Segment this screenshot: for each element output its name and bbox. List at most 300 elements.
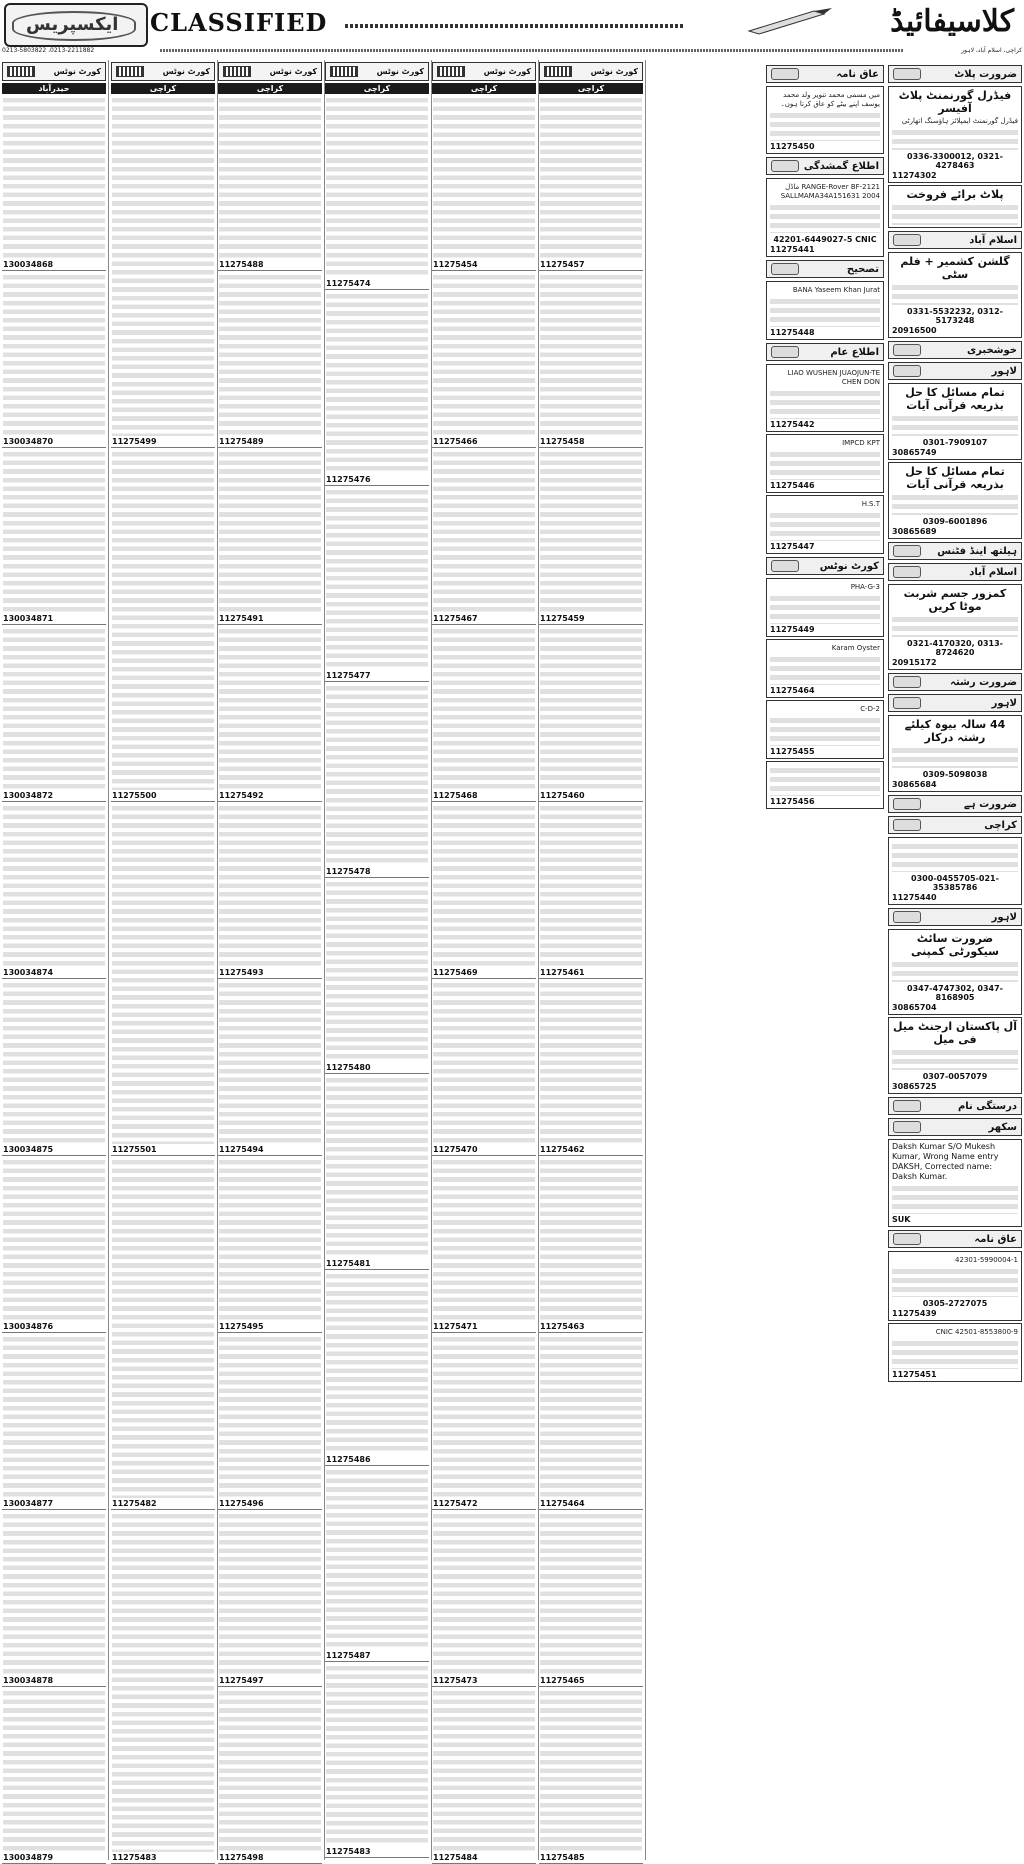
- ad-body-lines: [892, 1267, 1018, 1297]
- ad-reference-number: 11274302: [892, 171, 937, 180]
- court-notice: [432, 1687, 536, 1864]
- ad-body-lines: [770, 594, 880, 624]
- court-notice: [2, 1333, 106, 1510]
- court-notice: [432, 802, 536, 979]
- notice-body: [112, 804, 214, 1144]
- category-label: اطلاع عام: [830, 346, 879, 358]
- classified-ad: [888, 929, 1022, 1015]
- court-building-icon: [544, 66, 572, 77]
- classified-ad: [888, 837, 1022, 905]
- court-notice: [325, 290, 429, 486]
- notice-reference-number: 11275476: [326, 475, 371, 484]
- notice-body: [3, 1158, 105, 1321]
- ad-reference-number: 11275456: [770, 797, 815, 806]
- notice-reference-number: 11275473: [433, 1676, 478, 1685]
- classified-ad: [888, 715, 1022, 792]
- ad-reference-number: 11275449: [770, 625, 815, 634]
- notice-body: [3, 1689, 105, 1852]
- column-header-label: کورٹ نوٹس: [483, 67, 531, 76]
- court-column-5: [432, 62, 536, 1862]
- classified-ad: [766, 86, 884, 154]
- classified-ad: [888, 86, 1022, 183]
- ad-reference-number: 30865704: [892, 1003, 937, 1012]
- notice-reference-number: 11275464: [540, 1499, 585, 1508]
- category-heading: [888, 563, 1022, 581]
- column-rule: [108, 60, 109, 1860]
- city-label: کراچی: [111, 83, 215, 94]
- court-notice: [2, 1687, 106, 1864]
- classified-ad: [766, 178, 884, 257]
- ad-body-lines: [770, 766, 880, 796]
- court-notice: [2, 979, 106, 1156]
- notice-body: [3, 981, 105, 1144]
- classified-ad: [888, 252, 1022, 338]
- notice-body: [3, 1512, 105, 1675]
- category-heading: [888, 362, 1022, 380]
- notice-reference-number: 11275477: [326, 671, 371, 680]
- notice-body: [112, 1158, 214, 1498]
- column-rule: [645, 60, 646, 1860]
- notice-body: [540, 96, 642, 259]
- ad-title: تمام مسائل کا حل بذریعہ قرآنی آیات: [905, 386, 1005, 412]
- ad-phone: 0309-5098038: [922, 770, 988, 779]
- notice-body: [433, 981, 535, 1144]
- category-label: عاق نامہ: [836, 68, 879, 80]
- notice-body: [3, 804, 105, 967]
- section-title-urdu: کلاسیفائیڈ: [890, 4, 1014, 39]
- notice-body: [3, 450, 105, 613]
- notice-body: [540, 804, 642, 967]
- ad-body-lines: [770, 297, 880, 327]
- category-icon: [771, 160, 799, 172]
- notice-reference-number: 11275497: [219, 1676, 264, 1685]
- court-column-2: [111, 62, 215, 1862]
- notice-reference-number: 130034879: [3, 1853, 54, 1862]
- notice-body: [540, 273, 642, 436]
- notice-body: [112, 1512, 214, 1852]
- court-column-6: [539, 62, 643, 1862]
- court-building-icon: [7, 66, 35, 77]
- court-notice: [218, 1333, 322, 1510]
- court-notice: [432, 1333, 536, 1510]
- category-label: ضرورت پلاٹ: [954, 68, 1017, 80]
- ad-text: 42501-8553800-9 CNIC: [935, 1328, 1018, 1336]
- category-icon: [893, 344, 921, 356]
- court-building-icon: [437, 66, 465, 77]
- notice-reference-number: 11275481: [326, 1259, 371, 1268]
- column-header: [218, 62, 322, 81]
- court-notice: [2, 1510, 106, 1687]
- classified-ad: [766, 364, 884, 432]
- notice-reference-number: 11275483: [326, 1847, 371, 1856]
- notice-reference-number: 11275468: [433, 791, 478, 800]
- classified-ad: [888, 1139, 1022, 1227]
- classified-ad: [888, 1251, 1022, 1321]
- category-heading: [888, 542, 1022, 560]
- category-label: لاہور: [991, 697, 1017, 709]
- ad-reference-number: 11275448: [770, 328, 815, 337]
- ad-reference-number: 20916500: [892, 326, 937, 335]
- category-heading: [766, 343, 884, 361]
- ad-reference-number: 11275442: [770, 420, 815, 429]
- notice-reference-number: 11275459: [540, 614, 585, 623]
- ads-column-2: [888, 62, 1022, 1858]
- contact-strip-line: [160, 49, 904, 52]
- notice-reference-number: 11275491: [219, 614, 264, 623]
- ad-body-lines: [892, 1184, 1018, 1214]
- category-label: عاق نامہ: [974, 1233, 1017, 1245]
- ad-body-lines: [892, 1048, 1018, 1070]
- notice-reference-number: 11275467: [433, 614, 478, 623]
- notice-reference-number: 130034872: [3, 791, 54, 800]
- notice-body: [433, 1512, 535, 1675]
- court-notice: [432, 1156, 536, 1333]
- court-notice: [432, 448, 536, 625]
- court-notice: [325, 1662, 429, 1858]
- court-notice: [111, 94, 215, 448]
- ad-phone: 0300-0455705-021-35385786: [911, 874, 999, 892]
- category-icon: [771, 263, 799, 275]
- classified-ad: [766, 700, 884, 759]
- category-heading: [888, 673, 1022, 691]
- notice-reference-number: 11275499: [112, 437, 157, 446]
- contact-strip: [0, 45, 1024, 56]
- court-notice: [539, 1156, 643, 1333]
- column-header: [2, 62, 106, 81]
- category-icon: [893, 1233, 921, 1245]
- notice-reference-number: 11275472: [433, 1499, 478, 1508]
- ad-title: تمام مسائل کا حل بذریعہ قرآنی آیات: [905, 465, 1005, 491]
- section-title-english: CLASSIFIED: [150, 8, 328, 37]
- category-icon: [893, 911, 921, 923]
- notice-reference-number: 130034876: [3, 1322, 54, 1331]
- ad-phone: 0309-6001896: [922, 517, 988, 526]
- ad-text: H.S.T: [861, 500, 880, 508]
- category-heading: [888, 795, 1022, 813]
- ad-reference-number: 11275447: [770, 542, 815, 551]
- notice-reference-number: 11275484: [433, 1853, 478, 1862]
- ads-column-1: [766, 62, 884, 1858]
- notice-body: [326, 1272, 428, 1454]
- ad-body-lines: [892, 283, 1018, 305]
- ad-phone: 0305-2727075: [922, 1299, 988, 1308]
- category-label: اسلام آباد: [969, 234, 1017, 246]
- notice-reference-number: 130034874: [3, 968, 54, 977]
- ad-reference-number: 11275464: [770, 686, 815, 695]
- ad-phone: 0331-5532232, 0312-5173248: [907, 307, 1003, 325]
- category-icon: [893, 798, 921, 810]
- ad-title: گلشن کشمیر + فلم سٹی: [900, 255, 1010, 281]
- court-notice: [432, 1510, 536, 1687]
- notice-body: [326, 1664, 428, 1846]
- category-heading: [766, 157, 884, 175]
- notice-body: [433, 1158, 535, 1321]
- notice-reference-number: 11275469: [433, 968, 478, 977]
- category-label: لاہور: [991, 911, 1017, 923]
- notice-reference-number: 11275465: [540, 1676, 585, 1685]
- notice-body: [540, 981, 642, 1144]
- court-notice: [325, 1074, 429, 1270]
- ad-body-lines: [892, 414, 1018, 436]
- column-header-label: کورٹ نوٹس: [590, 67, 638, 76]
- notice-reference-number: 11275487: [326, 1651, 371, 1660]
- notice-body: [219, 1335, 321, 1498]
- notice-body: [326, 292, 428, 474]
- court-notice: [432, 625, 536, 802]
- column-header: [432, 62, 536, 81]
- court-notice: [432, 979, 536, 1156]
- court-notice: [2, 94, 106, 271]
- ad-body-lines: [770, 203, 880, 233]
- category-heading: [766, 557, 884, 575]
- ad-text: C-D-2: [860, 705, 880, 713]
- notice-body: [112, 96, 214, 436]
- contact-cities: کراچی، اسلام آباد، لاہور: [961, 47, 1022, 54]
- ad-body-lines: [770, 111, 880, 141]
- category-icon: [893, 365, 921, 377]
- ad-title: کمزور جسم شربت موٹا کریں: [903, 587, 1007, 613]
- category-label: ضرورت ہے: [963, 798, 1017, 810]
- court-notice: [539, 1333, 643, 1510]
- court-notice: [218, 1156, 322, 1333]
- category-icon: [893, 1121, 921, 1133]
- category-icon: [771, 560, 799, 572]
- ad-body-lines: [892, 1339, 1018, 1369]
- court-notice: [325, 682, 429, 878]
- notice-reference-number: 11275471: [433, 1322, 478, 1331]
- notice-body: [219, 96, 321, 259]
- column-header: [325, 62, 429, 81]
- classified-ad: [888, 1323, 1022, 1382]
- court-notice: [2, 271, 106, 448]
- court-column-4: [325, 62, 429, 1856]
- ad-body-lines: [770, 450, 880, 480]
- column-header: [539, 62, 643, 81]
- notice-reference-number: 11275480: [326, 1063, 371, 1072]
- ad-reference-number: 20915172: [892, 658, 937, 667]
- notice-body: [433, 804, 535, 967]
- ad-text: LIAO WUSHEN JUAOJUN-TE CHEN DON: [787, 369, 880, 386]
- court-notice: [2, 625, 106, 802]
- court-notice: [539, 271, 643, 448]
- notice-reference-number: 11275463: [540, 1322, 585, 1331]
- ad-phone: 0301-7909107: [922, 438, 988, 447]
- notice-body: [540, 1335, 642, 1498]
- court-notice: [218, 1510, 322, 1687]
- notice-reference-number: 130034871: [3, 614, 54, 623]
- ad-reference-number: 11275441: [770, 245, 815, 254]
- ad-title: آل پاکستان ارجنٹ میل فی میل: [893, 1020, 1017, 1046]
- ad-body-lines: [770, 655, 880, 685]
- category-heading: [888, 341, 1022, 359]
- ad-phone: 0336-3300012, 0321-4278463: [907, 152, 1003, 170]
- category-label: سکھر: [988, 1121, 1017, 1133]
- category-heading: [888, 1118, 1022, 1136]
- ad-text: میں مسمی محمد تنویر ولد محمد یوسف اپنے بیٹے کو عاق کرتا ہوں۔: [780, 91, 880, 108]
- ad-title: پلاٹ برائے فروخت: [906, 188, 1004, 201]
- category-icon: [893, 676, 921, 688]
- court-notice: [325, 878, 429, 1074]
- court-notice: [218, 1687, 322, 1864]
- court-notice: [2, 802, 106, 979]
- ad-body-lines: [892, 842, 1018, 872]
- column-header-label: کورٹ نوٹس: [53, 67, 101, 76]
- notice-body: [540, 1512, 642, 1675]
- notice-body: [326, 1468, 428, 1650]
- court-notice: [2, 448, 106, 625]
- ad-title: فیڈرل گورنمنٹ پلاٹ آفیسر: [898, 89, 1012, 115]
- ad-reference-number: 11275451: [892, 1370, 937, 1379]
- notice-body: [433, 1689, 535, 1852]
- category-heading: [766, 260, 884, 278]
- ad-text: 42301-5990004-1: [955, 1256, 1018, 1264]
- court-notice: [325, 486, 429, 682]
- court-notice: [111, 448, 215, 802]
- ad-body-lines: [892, 615, 1018, 637]
- notice-reference-number: 130034878: [3, 1676, 54, 1685]
- notice-reference-number: 11275466: [433, 437, 478, 446]
- court-notice: [111, 1510, 215, 1864]
- ad-reference-number: 11275439: [892, 1309, 937, 1318]
- category-heading: [888, 1230, 1022, 1248]
- ad-reference-number: 30865725: [892, 1082, 937, 1091]
- notice-reference-number: 11275486: [326, 1455, 371, 1464]
- classified-ad: [888, 462, 1022, 539]
- ad-body-lines: [892, 746, 1018, 768]
- notice-reference-number: 11275489: [219, 437, 264, 446]
- notice-body: [326, 684, 428, 866]
- court-notice: [218, 271, 322, 448]
- court-notice: [218, 979, 322, 1156]
- notice-reference-number: 11275457: [540, 260, 585, 269]
- ad-body-lines: [892, 203, 1018, 225]
- ad-body-lines: [892, 960, 1018, 982]
- notice-reference-number: 11275474: [326, 279, 371, 288]
- classified-ad: [766, 578, 884, 637]
- notice-body: [540, 1689, 642, 1852]
- category-icon: [893, 1100, 921, 1112]
- notice-reference-number: 11275488: [219, 260, 264, 269]
- ad-reference-number: 30865749: [892, 448, 937, 457]
- classified-ad: [766, 281, 884, 340]
- column-header-label: کورٹ نوٹس: [269, 67, 317, 76]
- court-notice: [218, 448, 322, 625]
- court-notice: [539, 802, 643, 979]
- ad-phone: 0307-0057079: [922, 1072, 988, 1081]
- ad-text: فیڈرل گورنمنٹ ایمپلائز ہاؤسنگ اتھارٹی: [901, 117, 1018, 125]
- category-label: کورٹ نوٹس: [819, 560, 879, 572]
- notice-body: [540, 450, 642, 613]
- notice-reference-number: 11275454: [433, 260, 478, 269]
- category-label: اطلاع گمشدگی: [803, 160, 879, 172]
- notice-reference-number: 11275496: [219, 1499, 264, 1508]
- notice-body: [3, 627, 105, 790]
- pen-icon: [744, 6, 834, 36]
- page-header: [0, 0, 1024, 52]
- court-building-icon: [223, 66, 251, 77]
- court-notice: [325, 1466, 429, 1662]
- city-label: حیدرآباد: [2, 83, 106, 94]
- notice-body: [112, 450, 214, 790]
- category-heading: [888, 816, 1022, 834]
- notice-body: [433, 96, 535, 259]
- category-icon: [893, 697, 921, 709]
- court-column-1: [2, 62, 106, 1862]
- category-label: خوشخبری: [967, 344, 1017, 356]
- court-notice: [325, 94, 429, 290]
- notice-body: [219, 627, 321, 790]
- court-notice: [539, 1687, 643, 1864]
- ad-body-lines: [892, 128, 1018, 150]
- notice-body: [326, 96, 428, 278]
- category-icon: [893, 234, 921, 246]
- city-label: کراچی: [218, 83, 322, 94]
- notice-reference-number: 11275495: [219, 1322, 264, 1331]
- category-label: درستگی نام: [957, 1100, 1017, 1112]
- ad-body-lines: [770, 389, 880, 419]
- court-building-icon: [116, 66, 144, 77]
- column-header-label: کورٹ نوٹس: [376, 67, 424, 76]
- notice-body: [326, 880, 428, 1062]
- notice-reference-number: 130034870: [3, 437, 54, 446]
- notice-body: [433, 450, 535, 613]
- notice-body: [3, 96, 105, 259]
- notice-body: [433, 273, 535, 436]
- ad-text-english: Daksh Kumar S/O Mukesh Kumar, Wrong Name entry DAKSH, Corrected name: Daksh Kumar.: [892, 1142, 999, 1181]
- court-notice: [539, 1510, 643, 1687]
- notice-body: [3, 1335, 105, 1498]
- classified-ad: [888, 383, 1022, 460]
- notice-body: [3, 273, 105, 436]
- category-icon: [893, 68, 921, 80]
- category-heading: [888, 65, 1022, 83]
- court-notice: [539, 94, 643, 271]
- category-icon: [893, 545, 921, 557]
- category-label: کراچی: [984, 819, 1017, 831]
- category-icon: [893, 566, 921, 578]
- court-notice: [218, 94, 322, 271]
- classified-ad: [766, 761, 884, 809]
- notice-body: [433, 627, 535, 790]
- ad-text: BANA Yaseem Khan Jurat: [792, 286, 880, 294]
- category-label: اسلام آباد: [969, 566, 1017, 578]
- notice-reference-number: 11275493: [219, 968, 264, 977]
- classified-ad: [888, 584, 1022, 670]
- notice-reference-number: 11275482: [112, 1499, 157, 1508]
- ad-text: RANGE-Rover BF-2121 ماڈل 2004 SALLMAMA34A151631: [780, 183, 880, 200]
- court-notice: [218, 625, 322, 802]
- ad-reference-number: SUK: [892, 1215, 911, 1224]
- classified-ad: [766, 495, 884, 554]
- ad-reference-number: 30865684: [892, 780, 937, 789]
- notice-reference-number: 130034868: [3, 260, 54, 269]
- ad-text: Karam Oyster: [831, 644, 880, 652]
- court-notice: [2, 1156, 106, 1333]
- contact-phones: 0213-5803822 ،0213-2211882: [2, 47, 95, 54]
- court-notice: [325, 1270, 429, 1466]
- ad-title: 44 سالہ بیوہ کیلئے رشتہ درکار: [904, 718, 1006, 744]
- notice-body: [326, 1076, 428, 1258]
- ad-reference-number: 11275446: [770, 481, 815, 490]
- category-icon: [771, 68, 799, 80]
- notice-body: [219, 1689, 321, 1852]
- ad-reference-number: 11275450: [770, 142, 815, 151]
- category-label: تصحیح: [846, 263, 879, 275]
- classified-ad: [766, 639, 884, 698]
- ad-title: ضرورت سائٹ سیکورٹی کمپنی: [911, 932, 999, 958]
- column-header-label: کورٹ نوٹس: [162, 67, 210, 76]
- notice-reference-number: 11275501: [112, 1145, 157, 1154]
